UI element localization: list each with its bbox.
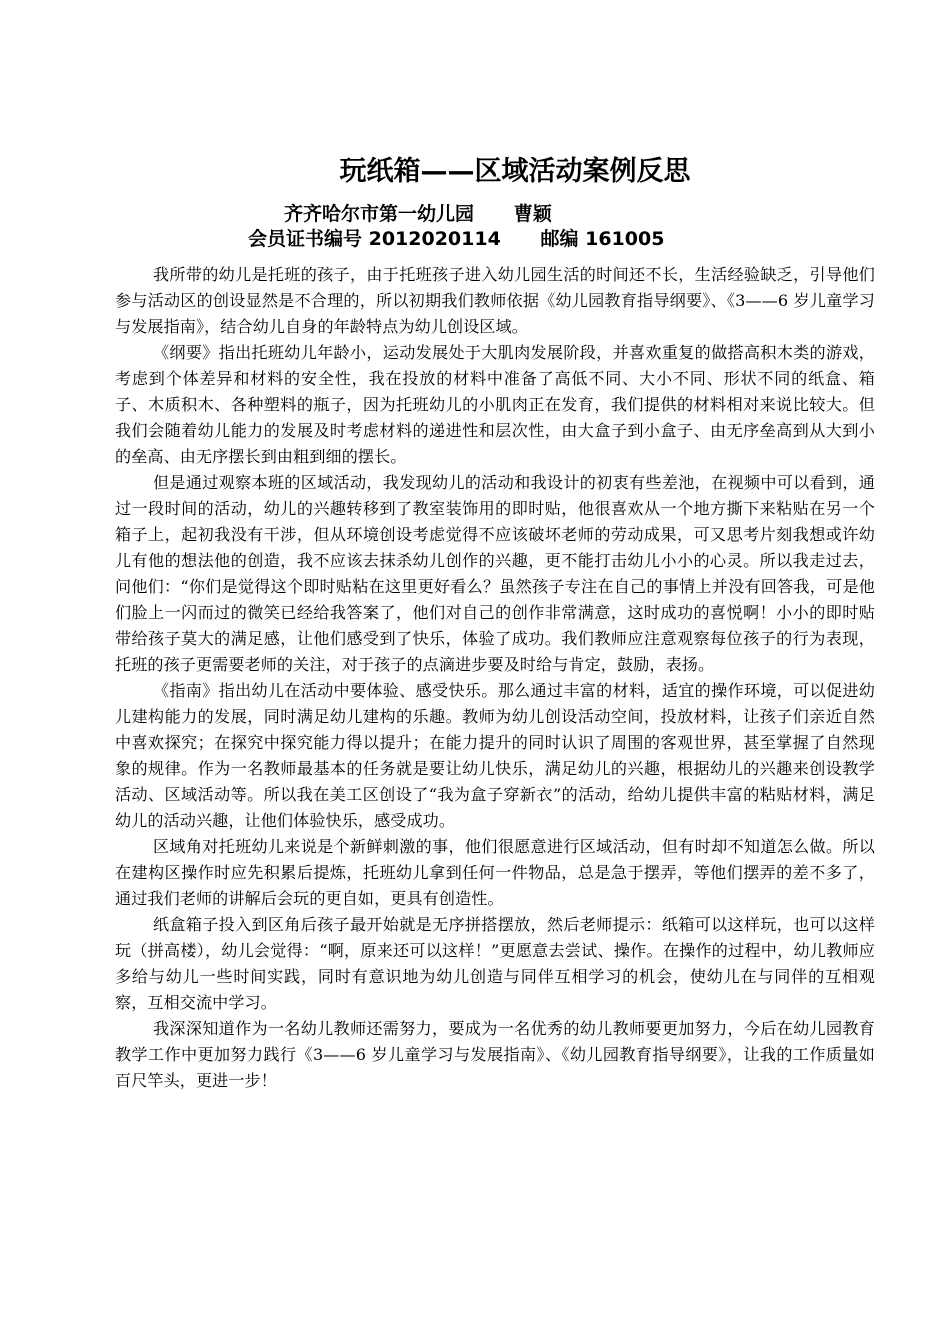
document-title: 玩纸箱——区域活动案例反思 <box>339 156 691 187</box>
paragraph: 但是通过观察本班的区域活动，我发现幼儿的活动和我设计的初衷有些差池，在视频中可以看到，通过一段时间的活动，幼儿的兴趣转移到了教室装饰用的即时贴，他很喜欢从一个地方撕下来粘贴在另一个箱子上，起初我没有干涉，但从环境创设考虑觉得不应该破坏老师的劳动成果，可又思考片刻我想或许幼儿有他的想法他的创造，我不应该去抹杀幼儿创作的兴趣，更不能打击幼儿小小的心灵。所以我走过去，问他们：“你们是觉得这个即时贴粘在这里更好看么？虽然孩子专注在自己的事情上并没有回答我，可是他们脸上一闪而过的微笑已经给我答案了，他们对自己的创作非常满意，这时成功的喜悦啊！小小的即时贴带给孩子莫大的满足感，让他们感受到了快乐，体验了成功。我们教师应注意观察每位孩子的行为表现，托班的孩子更需要老师的关注，对于孩子的点滴进步要及时给与肯定，鼓励，表扬。 <box>115 473 875 674</box>
document-body <box>115 262 875 1094</box>
paragraph: 区域角对托班幼儿来说是个新鲜刺激的事，他们很愿意进行区域活动，但有时却不知道怎么做。所以在建构区操作时应先积累后提炼，托班幼儿拿到任何一件物品，总是急于摆弄，等他们摆弄的差不多了，通过我们老师的讲解后会玩的更自如，更具有创造性。 <box>115 837 875 908</box>
paragraph: 《纲要》指出托班幼儿年龄小，运动发展处于大肌肉发展阶段，并喜欢重复的做搭高积木类的游戏，考虑到个体差异和材料的安全性，我在投放的材料中准备了高低不同、大小不同、形状不同的纸盒、箱子、木质积木、各种塑料的瓶子，因为托班幼儿的小肌肉正在发育，我们提供的材料相对来说比较大。但我们会随着幼儿能力的发展及时考虑材料的递进性和层次性，由大盒子到小盒子、由无序垒高到从大到小的垒高、由无序摆长到由粗到细的摆长。 <box>115 343 875 466</box>
paragraph: 我深深知道作为一名幼儿教师还需努力，要成为一名优秀的幼儿教师要更加努力，今后在幼儿园教育教学工作中更加努力践行《3——6 岁儿童学习与发展指南》、《幼儿园教育指导纲要》，让我的工作质量如百尺竿头，更进一步！ <box>115 1019 875 1090</box>
paragraph: 《指南》指出幼儿在活动中要体验、感受快乐。那么通过丰富的材料，适宜的操作环境，可以促进幼儿建构能力的发展，同时满足幼儿建构的乐趣。教师为幼儿创设活动空间，投放材料，让孩子们亲近自然中喜欢探究；在探究中探究能力得以提升；在能力提升的同时认识了周围的客观世界，甚至掌握了自然现象的规律。作为一名教师最基本的任务就是要让幼儿快乐，满足幼儿的兴趣，根据幼儿的兴趣来创设教学活动、区域活动等。所以我在美工区创设了“我为盒子穿新衣”的活动，给幼儿提供丰富的粘贴材料，满足幼儿的活动兴趣，让他们体验快乐，感受成功。 <box>115 681 875 830</box>
paragraph: 我所带的幼儿是托班的孩子，由于托班孩子进入幼儿园生活的时间还不长，生活经验缺乏，引导他们参与活动区的创设显然是不合理的，所以初期我们教师依据《幼儿园教育指导纲要》、《3——6 岁儿童学习与发展指南》，结合幼儿自身的年龄特点为幼儿创设区域。 <box>115 265 875 336</box>
member-info-line: 会员证书编号 2012020114 邮编 161005 <box>248 228 665 250</box>
author-line: 齐齐哈尔市第一幼儿园 曹颖 <box>284 203 552 225</box>
paragraph: 纸盒箱子投入到区角后孩子最开始就是无序拼搭摆放，然后老师提示：纸箱可以这样玩，也可以这样玩（拼高楼），幼儿会觉得：“啊，原来还可以这样！”更愿意去尝试、操作。在操作的过程中，幼儿教师应多给与幼儿一些时间实践，同时有意识地为幼儿创造与同伴互相学习的机会，使幼儿在与同伴的互相观察，互相交流中学习。 <box>115 915 875 1012</box>
